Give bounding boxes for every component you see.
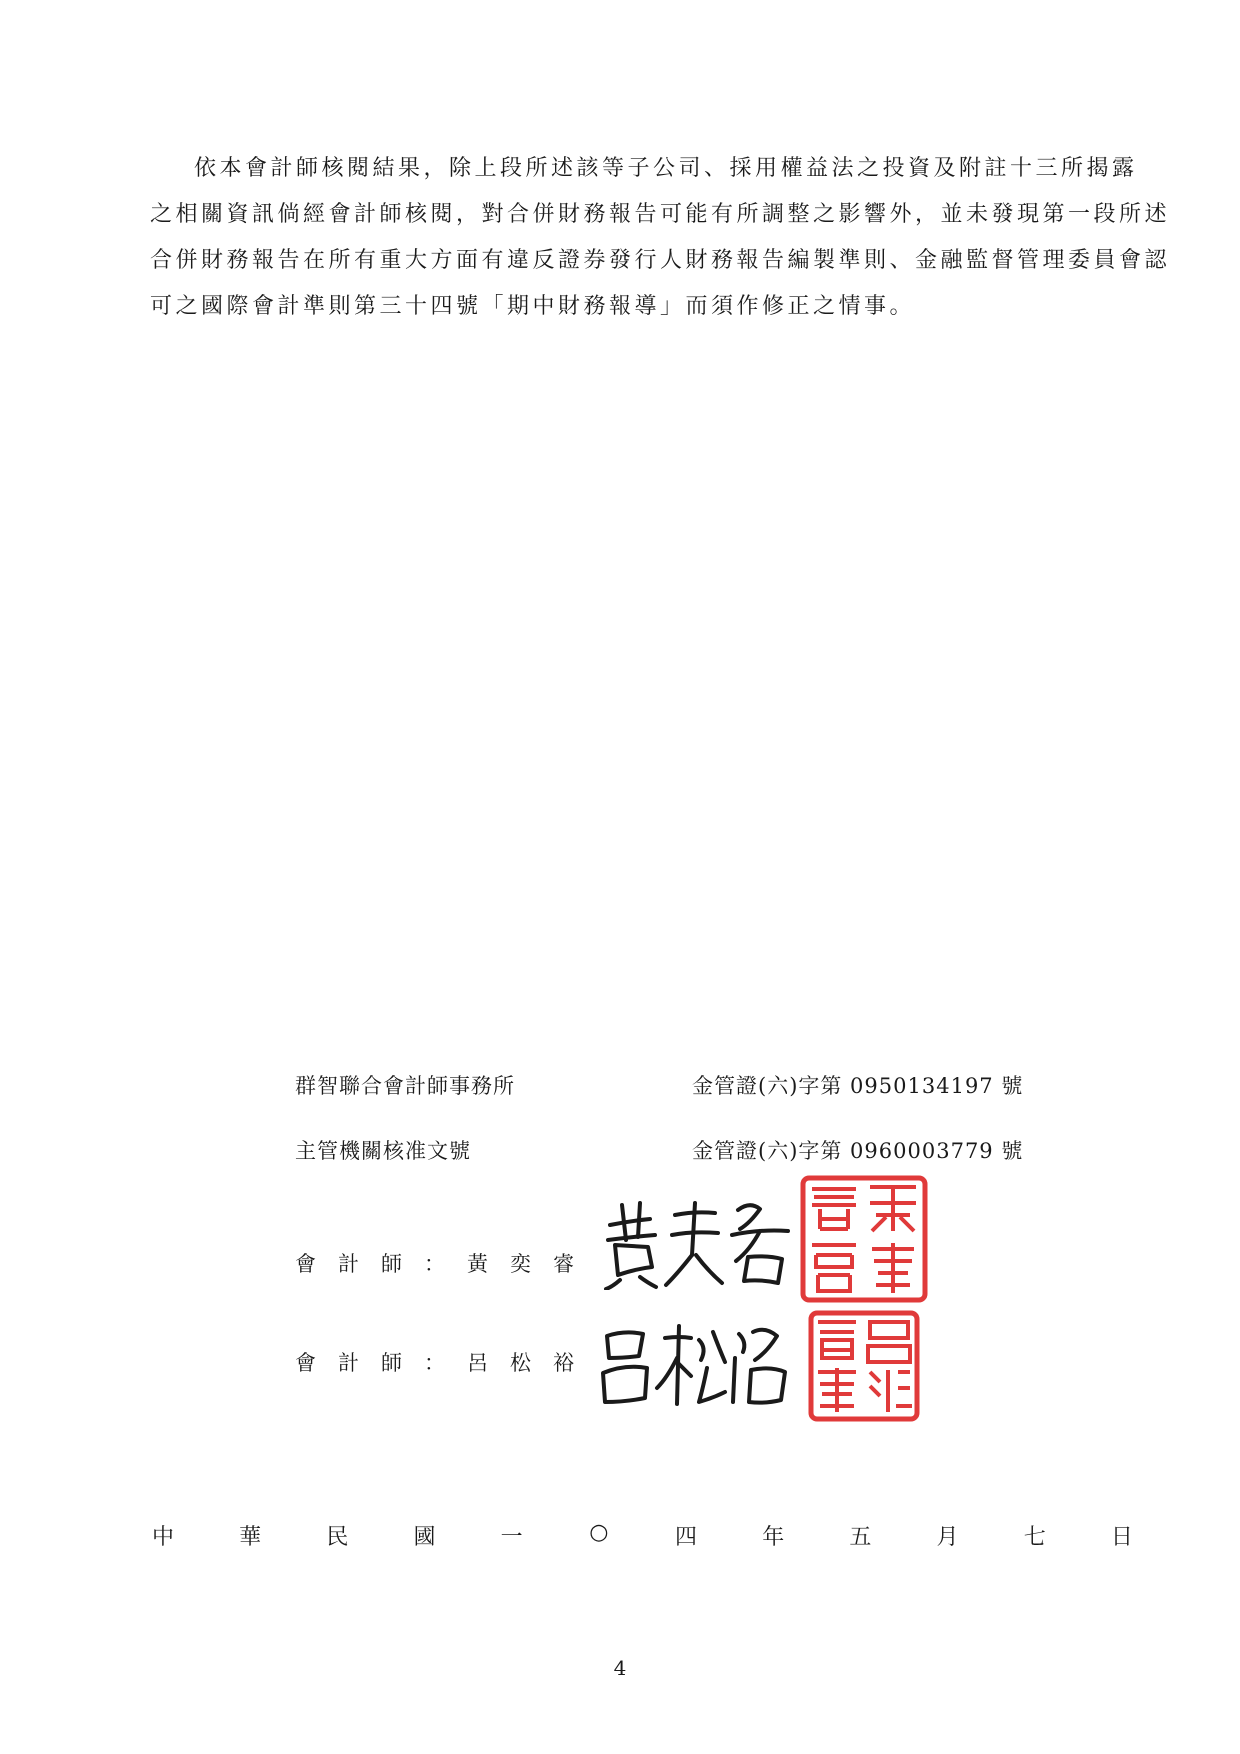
firm-registration-number: 金管證(六)字第 0950134197 號 (692, 1074, 1024, 1098)
date-line (150, 1520, 1135, 1551)
accountant-2-label: 會計師：呂松裕 (295, 1351, 596, 1375)
paragraph-line: 之相關資訊倘經會計師核閱，對合併財務報告可能有所調整之影響外，並未發現第一段所述 (150, 202, 1171, 227)
paragraph-line: 可之國際會計準則第三十四號「期中財務報導」而須作修正之情事。 (150, 294, 916, 319)
date-char: 七 (1023, 1525, 1046, 1550)
signature-1-image (600, 1195, 800, 1290)
date-char: 年 (762, 1525, 785, 1550)
date-char: 中 (151, 1525, 174, 1550)
date-char: 日 (1110, 1525, 1133, 1550)
date-char: 五 (849, 1525, 872, 1550)
accountant-2-seal-image (808, 1310, 920, 1422)
signature-2-image (595, 1318, 795, 1413)
date-char: 華 (239, 1525, 262, 1550)
accountant-1-seal-image (800, 1175, 928, 1303)
review-conclusion-paragraph (150, 146, 1171, 330)
firm-name: 群智聯合會計師事務所 (295, 1074, 515, 1098)
paragraph-line: 合併財務報告在所有重大方面有違反證券發行人財務報告編製準則、金融監督管理委員會認 (150, 248, 1171, 273)
approval-label: 主管機關核准文號 (295, 1139, 471, 1163)
paragraph-line: 依本會計師核閱結果，除上段所述該等子公司、採用權益法之投資及附註十三所揭露 (194, 156, 1138, 181)
date-char: 一 (500, 1525, 523, 1550)
page-number: 4 (613, 1656, 627, 1680)
date-char: 民 (326, 1525, 349, 1550)
date-char: ○ (589, 1520, 609, 1545)
date-char: 四 (675, 1525, 698, 1550)
accountant-1-label: 會計師：黃奕睿 (295, 1252, 596, 1276)
date-char: 國 (413, 1525, 436, 1550)
date-char: 月 (936, 1525, 959, 1550)
approval-number: 金管證(六)字第 0960003779 號 (692, 1139, 1024, 1163)
